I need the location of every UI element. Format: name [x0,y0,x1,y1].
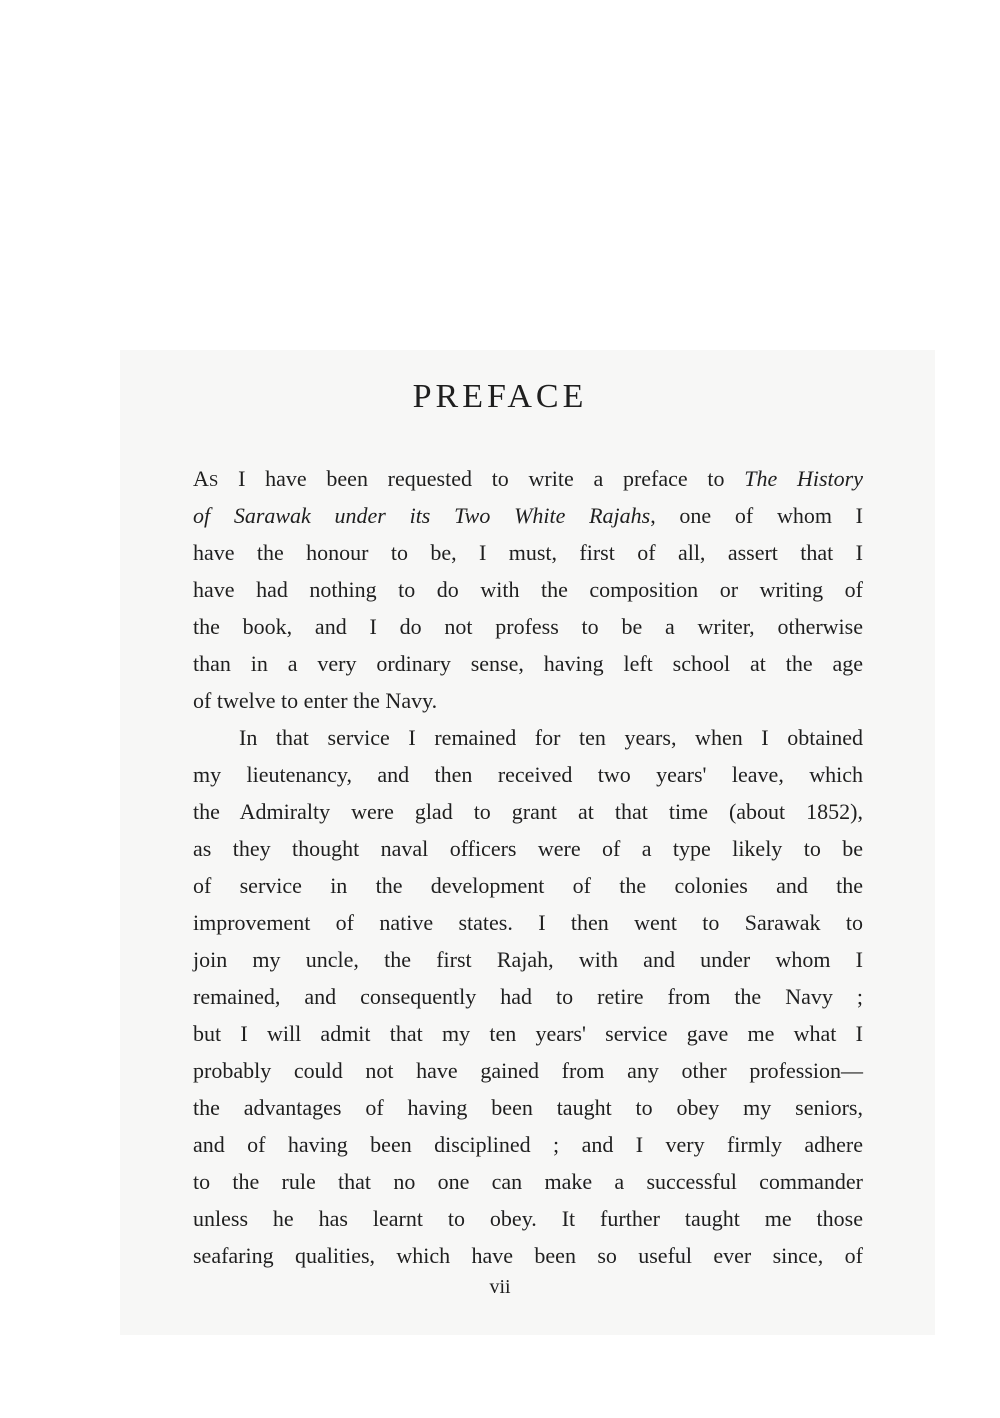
page-title: PREFACE [412,378,588,415]
text-line: of service in the development of the colonies and the [193,873,863,898]
text-line: unless he has learnt to obey. It further taught me those [193,1206,863,1231]
text-line: probably could not have gained from any other profession— [193,1058,863,1083]
book-title-italic: The History [744,466,863,491]
small-caps-letter: S [208,471,219,490]
initial-letter: A [193,466,209,491]
text-line: remained, and consequently had to retire from the Navy ; [193,984,863,1009]
text-line: the advantages of having been taught to obey my seniors, [193,1095,863,1120]
text-line: improvement of native states. I then went to Sarawak to [193,910,863,935]
text-line [193,460,863,497]
text-line: have the honour to be, I must, first of all, assert that I [193,540,863,565]
text-run: , one of whom I [650,503,863,528]
text-line: have had nothing to do with the composition or writing of [193,577,863,602]
text-line: of twelve to enter the Navy. [193,688,438,713]
text-line: than in a very ordinary sense, having left school at the age [193,651,863,676]
text-line: as they thought naval officers were of a type likely to be [193,836,863,861]
text-line: join my uncle, the first Rajah, with and under whom I [193,947,863,972]
text-line: seafaring qualities, which have been so useful ever since, of [193,1243,863,1268]
text-line [193,497,863,534]
text-line: to the rule that no one can make a successful commander [193,1169,863,1194]
text-line: but I will admit that my ten years' service gave me what I [193,1021,863,1046]
text-line: the Admiralty were glad to grant at that time (about 1852), [193,799,863,824]
text-line: and of having been disciplined ; and I very firmly adhere [193,1132,863,1157]
text-run: I have been requested to write a preface to [218,466,745,491]
text-line: In that service I remained for ten years, when I obtained [239,725,863,750]
text-line: my lieutenancy, and then received two years' leave, which [193,762,863,787]
book-title-italic: of Sarawak under its Two White Rajahs [193,503,651,528]
page-number: vii [489,1276,511,1298]
preface-body [193,460,863,1274]
text-line: the book, and I do not profess to be a writer, otherwise [193,614,863,639]
